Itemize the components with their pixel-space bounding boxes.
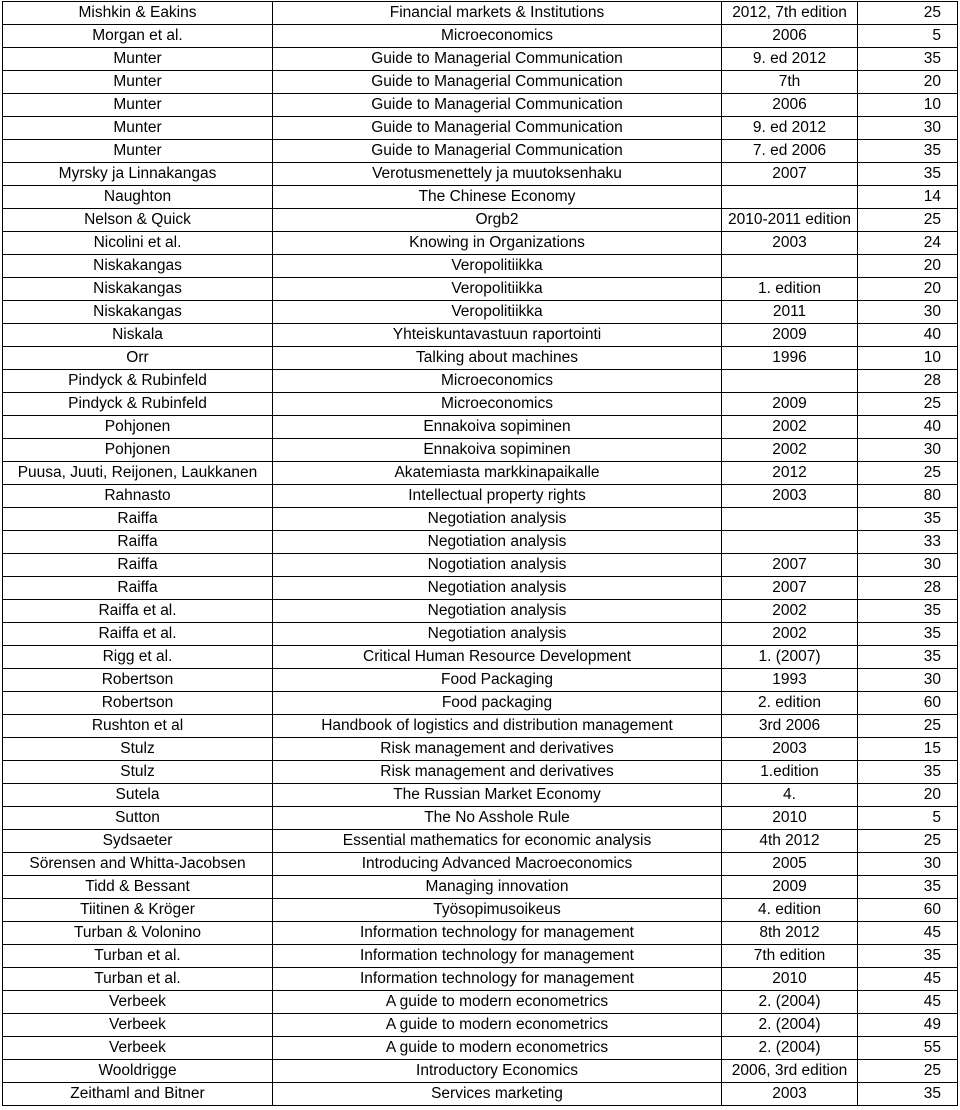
quantity-cell[interactable]: 20 [858, 71, 958, 94]
edition-cell[interactable]: 1. edition [722, 278, 858, 301]
quantity-cell[interactable]: 45 [858, 968, 958, 991]
author-cell[interactable]: Pohjonen [3, 439, 273, 462]
quantity-cell[interactable]: 35 [858, 761, 958, 784]
edition-cell[interactable]: 2007 [722, 554, 858, 577]
quantity-cell[interactable]: 30 [858, 853, 958, 876]
edition-cell[interactable] [722, 186, 858, 209]
author-cell[interactable]: Wooldrigge [3, 1060, 273, 1083]
quantity-cell[interactable]: 25 [858, 830, 958, 853]
edition-cell[interactable]: 2009 [722, 324, 858, 347]
book-list-table [2, 1, 958, 1106]
edition-cell[interactable]: 2003 [722, 232, 858, 255]
edition-cell[interactable]: 2007 [722, 163, 858, 186]
edition-cell[interactable]: 7th [722, 71, 858, 94]
quantity-cell[interactable]: 45 [858, 922, 958, 945]
quantity-cell[interactable]: 28 [858, 370, 958, 393]
table-row [3, 623, 958, 646]
author-cell[interactable]: Myrsky ja Linnakangas [3, 163, 273, 186]
edition-cell[interactable]: 2003 [722, 738, 858, 761]
title-cell[interactable]: Microeconomics [273, 370, 722, 393]
table-row [3, 1060, 958, 1083]
quantity-cell[interactable]: 10 [858, 347, 958, 370]
author-cell[interactable]: Munter [3, 140, 273, 163]
edition-cell[interactable] [722, 370, 858, 393]
quantity-cell[interactable]: 35 [858, 140, 958, 163]
edition-cell[interactable]: 4th 2012 [722, 830, 858, 853]
author-cell[interactable]: Munter [3, 71, 273, 94]
edition-cell[interactable]: 1993 [722, 669, 858, 692]
table-row [3, 485, 958, 508]
author-cell[interactable]: Rigg et al. [3, 646, 273, 669]
author-cell[interactable]: Munter [3, 117, 273, 140]
table-row [3, 715, 958, 738]
title-cell[interactable]: Microeconomics [273, 393, 722, 416]
table-row [3, 945, 958, 968]
author-cell[interactable]: Turban & Volonino [3, 922, 273, 945]
quantity-cell[interactable]: 30 [858, 301, 958, 324]
table-row [3, 416, 958, 439]
title-cell[interactable]: Työsopimusoikeus [273, 899, 722, 922]
title-cell[interactable]: Managing innovation [273, 876, 722, 899]
edition-cell[interactable]: 9. ed 2012 [722, 48, 858, 71]
author-cell[interactable]: Munter [3, 48, 273, 71]
author-cell[interactable]: Turban et al. [3, 968, 273, 991]
table-row [3, 439, 958, 462]
author-cell[interactable]: Raiffa [3, 531, 273, 554]
quantity-cell[interactable]: 5 [858, 25, 958, 48]
quantity-cell[interactable]: 30 [858, 554, 958, 577]
table-row [3, 1037, 958, 1060]
title-cell[interactable]: Knowing in Organizations [273, 232, 722, 255]
title-cell[interactable]: Akatemiasta markkinapaikalle [273, 462, 722, 485]
author-cell[interactable]: Verbeek [3, 1014, 273, 1037]
quantity-cell[interactable]: 30 [858, 669, 958, 692]
title-cell[interactable]: Negotiation analysis [273, 531, 722, 554]
author-cell[interactable]: Niskakangas [3, 278, 273, 301]
edition-cell[interactable]: 8th 2012 [722, 922, 858, 945]
title-cell[interactable]: Guide to Managerial Communication [273, 48, 722, 71]
title-cell[interactable]: Veropolitiikka [273, 255, 722, 278]
title-cell[interactable]: Guide to Managerial Communication [273, 140, 722, 163]
table-row [3, 1014, 958, 1037]
title-cell[interactable]: Ennakoiva sopiminen [273, 416, 722, 439]
author-cell[interactable]: Zeithaml and Bitner [3, 1083, 273, 1106]
quantity-cell[interactable]: 35 [858, 1083, 958, 1106]
title-cell[interactable]: Yhteiskuntavastuun raportointi [273, 324, 722, 347]
title-cell[interactable]: Talking about machines [273, 347, 722, 370]
quantity-cell[interactable]: 25 [858, 462, 958, 485]
author-cell[interactable]: Nicolini et al. [3, 232, 273, 255]
edition-cell[interactable]: 2. (2004) [722, 1037, 858, 1060]
quantity-cell[interactable]: 35 [858, 600, 958, 623]
edition-cell[interactable] [722, 508, 858, 531]
title-cell[interactable]: Information technology for management [273, 945, 722, 968]
title-cell[interactable]: Intellectual property rights [273, 485, 722, 508]
quantity-cell[interactable]: 28 [858, 577, 958, 600]
table-row [3, 784, 958, 807]
quantity-cell[interactable]: 35 [858, 508, 958, 531]
title-cell[interactable]: Information technology for management [273, 922, 722, 945]
title-cell[interactable]: Negotiation analysis [273, 600, 722, 623]
quantity-cell[interactable]: 25 [858, 1060, 958, 1083]
table-row [3, 761, 958, 784]
edition-cell[interactable]: 4. [722, 784, 858, 807]
edition-cell[interactable]: 4. edition [722, 899, 858, 922]
quantity-cell[interactable]: 40 [858, 324, 958, 347]
author-cell[interactable]: Raiffa [3, 577, 273, 600]
table-row [3, 554, 958, 577]
quantity-cell[interactable]: 25 [858, 209, 958, 232]
quantity-cell[interactable]: 35 [858, 876, 958, 899]
table-row [3, 209, 958, 232]
quantity-cell[interactable]: 35 [858, 163, 958, 186]
quantity-cell[interactable]: 35 [858, 945, 958, 968]
title-cell[interactable]: Financial markets & Institutions [273, 2, 722, 25]
table-row [3, 324, 958, 347]
edition-cell[interactable]: 2010 [722, 807, 858, 830]
edition-cell[interactable]: 2009 [722, 876, 858, 899]
edition-cell[interactable]: 2003 [722, 1083, 858, 1106]
author-cell[interactable]: Raiffa et al. [3, 600, 273, 623]
edition-cell[interactable]: 2002 [722, 600, 858, 623]
title-cell[interactable]: Risk management and derivatives [273, 761, 722, 784]
table-row [3, 991, 958, 1014]
table-row [3, 71, 958, 94]
edition-cell[interactable]: 9. ed 2012 [722, 117, 858, 140]
quantity-cell[interactable]: 33 [858, 531, 958, 554]
edition-cell[interactable]: 2006 [722, 25, 858, 48]
edition-cell[interactable]: 3rd 2006 [722, 715, 858, 738]
author-cell[interactable]: Munter [3, 94, 273, 117]
edition-cell[interactable]: 2012, 7th edition [722, 2, 858, 25]
author-cell[interactable]: Turban et al. [3, 945, 273, 968]
quantity-cell[interactable]: 35 [858, 623, 958, 646]
quantity-cell[interactable]: 20 [858, 784, 958, 807]
quantity-cell[interactable]: 20 [858, 278, 958, 301]
title-cell[interactable]: Guide to Managerial Communication [273, 94, 722, 117]
table-row [3, 692, 958, 715]
quantity-cell[interactable]: 30 [858, 117, 958, 140]
author-cell[interactable]: Verbeek [3, 991, 273, 1014]
table-row [3, 738, 958, 761]
edition-cell[interactable]: 2007 [722, 577, 858, 600]
table-row [3, 531, 958, 554]
quantity-cell[interactable]: 25 [858, 2, 958, 25]
edition-cell[interactable]: 2009 [722, 393, 858, 416]
quantity-cell[interactable]: 40 [858, 416, 958, 439]
quantity-cell[interactable]: 55 [858, 1037, 958, 1060]
title-cell[interactable]: The Russian Market Economy [273, 784, 722, 807]
title-cell[interactable]: Veropolitiikka [273, 301, 722, 324]
author-cell[interactable]: Rushton et al [3, 715, 273, 738]
table-row [3, 140, 958, 163]
author-cell[interactable]: Niskala [3, 324, 273, 347]
title-cell[interactable]: Orgb2 [273, 209, 722, 232]
table-row [3, 255, 958, 278]
author-cell[interactable]: Pindyck & Rubinfeld [3, 393, 273, 416]
author-cell[interactable]: Pohjonen [3, 416, 273, 439]
title-cell[interactable]: Negotiation analysis [273, 508, 722, 531]
quantity-cell[interactable]: 35 [858, 646, 958, 669]
author-cell[interactable]: Naughton [3, 186, 273, 209]
author-cell[interactable]: Morgan et al. [3, 25, 273, 48]
title-cell[interactable]: Nogotiation analysis [273, 554, 722, 577]
author-cell[interactable]: Pindyck & Rubinfeld [3, 370, 273, 393]
table-row [3, 876, 958, 899]
author-cell[interactable]: Stulz [3, 761, 273, 784]
author-cell[interactable]: Tiitinen & Kröger [3, 899, 273, 922]
quantity-cell[interactable]: 45 [858, 991, 958, 1014]
author-cell[interactable]: Puusa, Juuti, Reijonen, Laukkanen [3, 462, 273, 485]
author-cell[interactable]: Orr [3, 347, 273, 370]
table-row [3, 232, 958, 255]
quantity-cell[interactable]: 80 [858, 485, 958, 508]
author-cell[interactable]: Rahnasto [3, 485, 273, 508]
table-row [3, 807, 958, 830]
edition-cell[interactable]: 7. ed 2006 [722, 140, 858, 163]
edition-cell[interactable]: 2002 [722, 439, 858, 462]
author-cell[interactable]: Niskakangas [3, 301, 273, 324]
title-cell[interactable]: A guide to modern econometrics [273, 1014, 722, 1037]
title-cell[interactable]: Services marketing [273, 1083, 722, 1106]
quantity-cell[interactable]: 49 [858, 1014, 958, 1037]
quantity-cell[interactable]: 10 [858, 94, 958, 117]
quantity-cell[interactable]: 30 [858, 439, 958, 462]
title-cell[interactable]: A guide to modern econometrics [273, 991, 722, 1014]
table-row [3, 25, 958, 48]
edition-cell[interactable]: 2. edition [722, 692, 858, 715]
author-cell[interactable]: Nelson & Quick [3, 209, 273, 232]
quantity-cell[interactable]: 25 [858, 393, 958, 416]
author-cell[interactable]: Raiffa [3, 508, 273, 531]
title-cell[interactable]: Food Packaging [273, 669, 722, 692]
edition-cell[interactable]: 2010 [722, 968, 858, 991]
edition-cell[interactable]: 2012 [722, 462, 858, 485]
author-cell[interactable]: Niskakangas [3, 255, 273, 278]
table-row [3, 669, 958, 692]
table-row [3, 163, 958, 186]
table-row [3, 577, 958, 600]
title-cell[interactable]: Guide to Managerial Communication [273, 117, 722, 140]
title-cell[interactable]: Information technology for management [273, 968, 722, 991]
author-cell[interactable]: Robertson [3, 692, 273, 715]
quantity-cell[interactable]: 24 [858, 232, 958, 255]
author-cell[interactable]: Sörensen and Whitta-Jacobsen [3, 853, 273, 876]
author-cell[interactable]: Raiffa [3, 554, 273, 577]
title-cell[interactable]: Essential mathematics for economic analysis [273, 830, 722, 853]
title-cell[interactable]: Negotiation analysis [273, 577, 722, 600]
table-row [3, 1083, 958, 1106]
edition-cell[interactable]: 2010-2011 edition [722, 209, 858, 232]
table-row [3, 508, 958, 531]
table-row [3, 278, 958, 301]
title-cell[interactable]: Veropolitiikka [273, 278, 722, 301]
table-row [3, 922, 958, 945]
table-row [3, 853, 958, 876]
table-row [3, 2, 958, 25]
title-cell[interactable]: The Chinese Economy [273, 186, 722, 209]
author-cell[interactable]: Sydsaeter [3, 830, 273, 853]
title-cell[interactable]: Verotusmenettely ja muutoksenhaku [273, 163, 722, 186]
quantity-cell[interactable]: 14 [858, 186, 958, 209]
table-row [3, 117, 958, 140]
edition-cell[interactable]: 1.edition [722, 761, 858, 784]
title-cell[interactable]: Handbook of logistics and distribution management [273, 715, 722, 738]
edition-cell[interactable]: 2006, 3rd edition [722, 1060, 858, 1083]
title-cell[interactable]: The No Asshole Rule [273, 807, 722, 830]
title-cell[interactable]: Critical Human Resource Development [273, 646, 722, 669]
table-row [3, 48, 958, 71]
edition-cell[interactable]: 2. (2004) [722, 1014, 858, 1037]
edition-cell[interactable]: 2003 [722, 485, 858, 508]
title-cell[interactable]: Microeconomics [273, 25, 722, 48]
table-row [3, 600, 958, 623]
table-row [3, 393, 958, 416]
table-row [3, 899, 958, 922]
table-row [3, 347, 958, 370]
edition-cell[interactable]: 7th edition [722, 945, 858, 968]
edition-cell[interactable]: 2006 [722, 94, 858, 117]
author-cell[interactable]: Raiffa et al. [3, 623, 273, 646]
table-row [3, 370, 958, 393]
table-row [3, 646, 958, 669]
table-row [3, 968, 958, 991]
quantity-cell[interactable]: 60 [858, 692, 958, 715]
table-row [3, 186, 958, 209]
table-row [3, 462, 958, 485]
table-row [3, 301, 958, 324]
quantity-cell[interactable]: 60 [858, 899, 958, 922]
quantity-cell[interactable]: 5 [858, 807, 958, 830]
author-cell[interactable]: Tidd & Bessant [3, 876, 273, 899]
edition-cell[interactable]: 1. (2007) [722, 646, 858, 669]
edition-cell[interactable]: 2011 [722, 301, 858, 324]
title-cell[interactable]: Introductory Economics [273, 1060, 722, 1083]
edition-cell[interactable]: 2. (2004) [722, 991, 858, 1014]
quantity-cell[interactable]: 15 [858, 738, 958, 761]
author-cell[interactable]: Robertson [3, 669, 273, 692]
author-cell[interactable]: Verbeek [3, 1037, 273, 1060]
edition-cell[interactable]: 2002 [722, 623, 858, 646]
edition-cell[interactable]: 1996 [722, 347, 858, 370]
edition-cell[interactable]: 2002 [722, 416, 858, 439]
author-cell[interactable]: Sutton [3, 807, 273, 830]
title-cell[interactable]: Introducing Advanced Macroeconomics [273, 853, 722, 876]
title-cell[interactable]: Food packaging [273, 692, 722, 715]
quantity-cell[interactable]: 20 [858, 255, 958, 278]
book-list-body [3, 2, 958, 1106]
quantity-cell[interactable]: 25 [858, 715, 958, 738]
title-cell[interactable]: Guide to Managerial Communication [273, 71, 722, 94]
title-cell[interactable]: Ennakoiva sopiminen [273, 439, 722, 462]
edition-cell[interactable]: 2005 [722, 853, 858, 876]
edition-cell[interactable] [722, 531, 858, 554]
table-row [3, 94, 958, 117]
quantity-cell[interactable]: 35 [858, 48, 958, 71]
title-cell[interactable]: Risk management and derivatives [273, 738, 722, 761]
title-cell[interactable]: A guide to modern econometrics [273, 1037, 722, 1060]
table-row [3, 830, 958, 853]
edition-cell[interactable] [722, 255, 858, 278]
author-cell[interactable]: Stulz [3, 738, 273, 761]
author-cell[interactable]: Sutela [3, 784, 273, 807]
author-cell[interactable]: Mishkin & Eakins [3, 2, 273, 25]
title-cell[interactable]: Negotiation analysis [273, 623, 722, 646]
